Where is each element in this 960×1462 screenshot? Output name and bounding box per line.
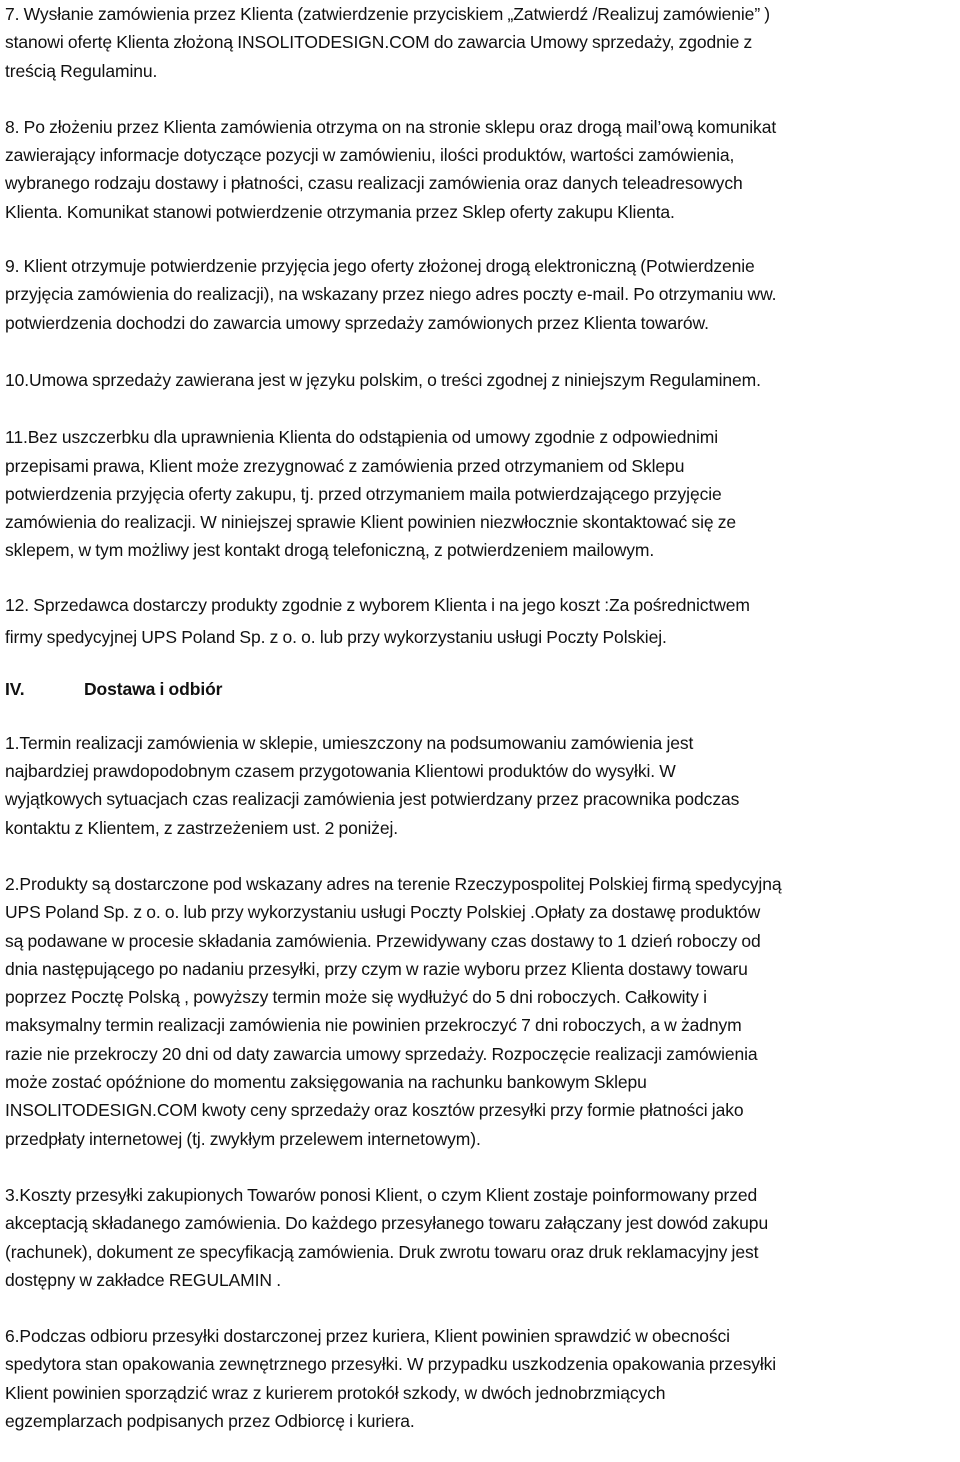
section-heading [5, 675, 955, 703]
paragraph-10: 10.Umowa sprzedaży zawierana jest w języku polskim, o treści zgodnej z niniejszym Regulaminem. [5, 369, 761, 390]
section-title: Dostawa i odbiór [84, 678, 223, 699]
paragraph-delivery-6: 6.Podczas odbioru przesyłki dostarczonej przez kuriera, Klient powinien sprawdzić w obecności spedytora stan opakowania zewnętrznego przesyłki. W przypadku uszkodzenia opakowania przesyłki Klient powinien sporządzić wraz z kurierem protokół szkody, w dwóch jednobrzmiących egzemplarzach podpisanych przez Odbiorcę i kuriera. [5, 1326, 777, 1431]
paragraph-7: 7. Wysłanie zamówienia przez Klienta (zatwierdzenie przyciskiem „Zatwierdź /Realizuj zamówienie” ) stanowi ofertę Klienta złożoną INSOLITODESIGN.COM do zawarcia Umowy sprzedaży, zgodnie z treścią Regulaminu. [5, 4, 771, 81]
paragraph-delivery-2: 2.Produkty są dostarczone pod wskazany adres na terenie Rzeczypospolitej Polskiej firmą spedycyjną UPS Poland Sp. z o. o. lub przy wykorzystaniu usługi Poczty Polskiej .Opłaty za dostawę produktów są podawane w procesie składania zamówienia. Przewidywany czas dostawy to 1 dzień roboczy od dnia następującego po nadaniu przesyłki, przy czym w razie wyboru przez Klienta dostawy towaru poprzez Pocztę Polską , powyższy termin może się wydłużyć do 5 dni roboczych. Całkowity i maksymalny termin realizacji zamówienia nie powinien przekroczyć 7 dni roboczych, a w żadnym razie nie przekroczy 20 dni od daty zawarcia umowy sprzedaży. Rozpoczęcie realizacji zamówienia może zostać opóźnione do momentu zaksięgowania na rachunku bankowym Sklepu INSOLITODESIGN.COM kwoty ceny sprzedaży oraz kosztów przesyłki przy formie płatności jako przedpłaty internetowej (tj. zwykłym przelewem internetowym). [5, 873, 782, 1149]
paragraph-12: 12. Sprzedawca dostarczy produkty zgodnie z wyborem Klienta i na jego koszt :Za pośrednictwem firmy spedycyjnej UPS Poland Sp. z o. o. lub przy wykorzystaniu usługi Poczty Polskiej. [5, 594, 750, 647]
document-page [5, 0, 955, 1435]
paragraph-8: 8. Po złożeniu przez Klienta zamówienia otrzyma on na stronie sklepu oraz drogą mail’ową komunikat zawierający informacje dotyczące pozycji w zamówieniu, ilości produktów, wartości zamówienia, wybranego rodzaju dostawy i płatności, czasu realizacji zamówienia oraz danych teleadresowych Klienta. Komunikat stanowi potwierdzenie otrzymania przez Sklep oferty zakupu Klienta. [5, 116, 777, 222]
section-number: IV. [5, 678, 25, 699]
paragraph-delivery-1: 1.Termin realizacji zamówienia w sklepie, umieszczony na podsumowaniu zamówienia jest najbardziej prawdopodobnym czasem przygotowania Klientowi produktów do wysyłki. W wyjątkowych sytuacjach czas realizacji zamówienia jest potwierdzany przez pracownika podczas kontaktu z Klientem, z zastrzeżeniem ust. 2 poniżej. [5, 732, 740, 838]
paragraph-delivery-3: 3.Koszty przesyłki zakupionych Towarów ponosi Klient, o czym Klient zostaje poinformowany przed akceptacją składanego zamówienia. Do każdego przesyłanego towaru załączany jest dowód zakupu (rachunek), dokument ze specyfikacją zamówienia. Druk zwrotu towaru oraz druk reklamacyjny jest dostępny w zakładce REGULAMIN . [5, 1184, 769, 1290]
paragraph-9: 9. Klient otrzymuje potwierdzenie przyjęcia jego oferty złożonej drogą elektroniczną (Potwierdzenie przyjęcia zamówienia do realizacji), na wskazany przez niego adres poczty e-mail. Po otrzymaniu ww. potwierdzenia dochodzi do zawarcia umowy sprzedaży zamówionych przez Klienta towarów. [5, 256, 777, 333]
paragraph-11: 11.Bez uszczerbku dla uprawnienia Klienta do odstąpienia od umowy zgodnie z odpowiednimi przepisami prawa, Klient może zrezygnować z zamówienia przed otrzymaniem od Sklepu potwierdzenia przyjęcia oferty zakupu, tj. przed otrzymaniem maila potwierdzającego przyjęcie zamówienia do realizacji. W niniejszej sprawie Klient powinien niezwłocznie skontaktować się ze sklepem, w tym możliwy jest kontakt drogą telefoniczną, z potwierdzeniem mailowym. [5, 427, 737, 561]
